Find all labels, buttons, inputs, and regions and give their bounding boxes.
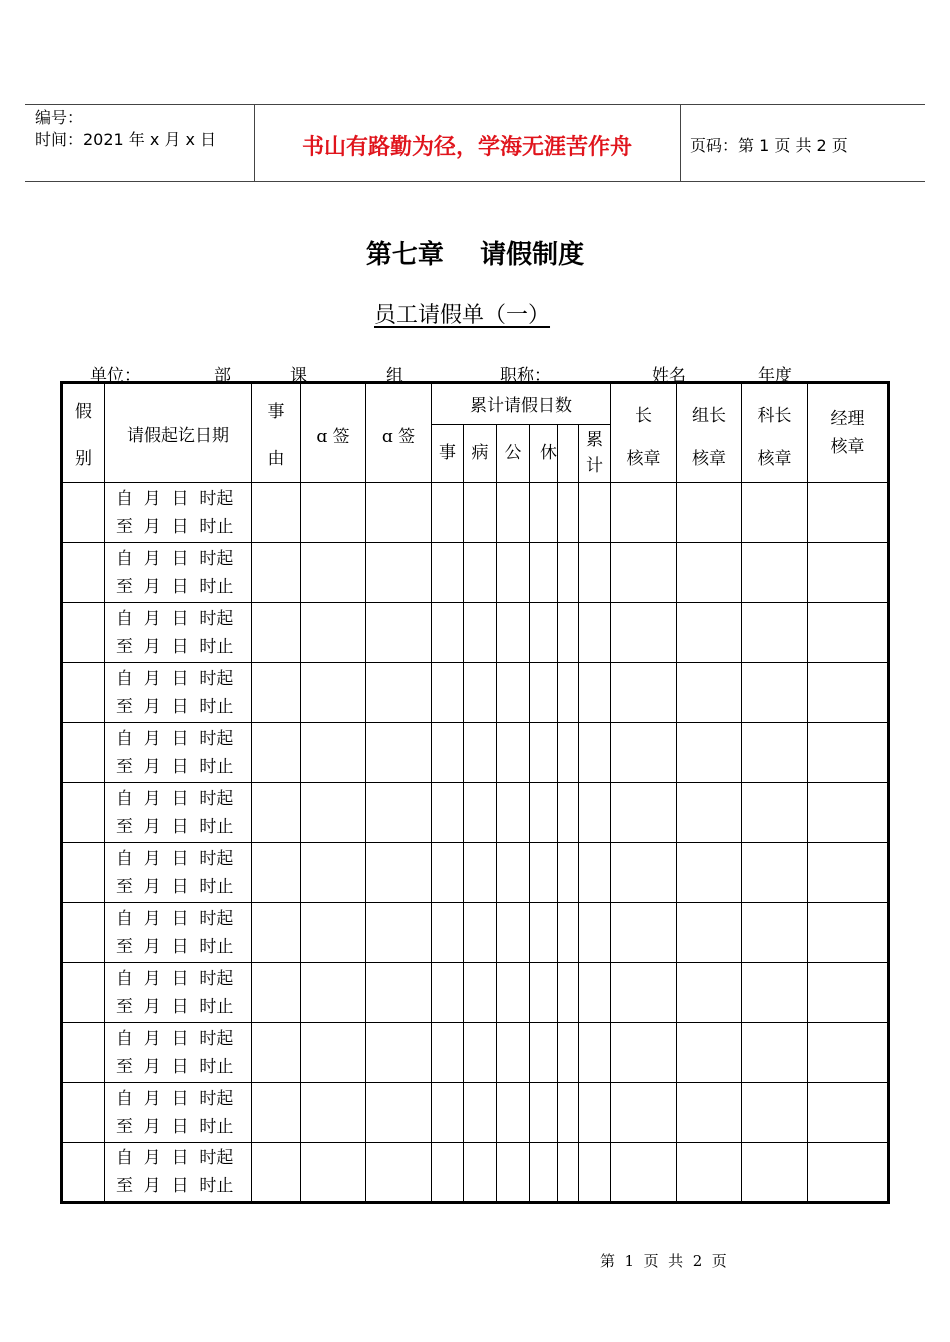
table-row: [62, 483, 889, 543]
form-cell[interactable]: [252, 543, 301, 603]
form-cell[interactable]: [62, 963, 105, 1023]
date-from-text: 自 月 日 时起: [116, 728, 234, 749]
form-cell[interactable]: [579, 1083, 611, 1143]
form-cell[interactable]: [62, 1143, 105, 1203]
form-cell[interactable]: [252, 1143, 301, 1203]
form-cell[interactable]: [530, 663, 558, 723]
form-cell[interactable]: [677, 903, 742, 963]
form-cell[interactable]: [558, 1143, 579, 1203]
table-row: [62, 783, 889, 843]
chapter-title: 第七章 请假制度: [365, 240, 585, 270]
form-cell[interactable]: [808, 843, 889, 903]
form-cell[interactable]: [301, 843, 366, 903]
date-to-text: 至 月 日 时止: [116, 936, 234, 957]
form-cell[interactable]: [497, 723, 530, 783]
form-cell[interactable]: [611, 663, 677, 723]
form-cell[interactable]: [252, 843, 301, 903]
form-cell[interactable]: [558, 603, 579, 663]
form-cell[interactable]: [677, 963, 742, 1023]
document-time: 时间：2021 年 x 月 x 日: [35, 130, 217, 149]
form-cell[interactable]: [530, 1023, 558, 1083]
form-cell[interactable]: [432, 1023, 464, 1083]
form-cell[interactable]: [497, 903, 530, 963]
form-cell[interactable]: [808, 1023, 889, 1083]
header-page-info: 页码：第 1 页 共 2 页: [690, 136, 848, 155]
form-cell[interactable]: [742, 603, 808, 663]
form-cell[interactable]: [808, 543, 889, 603]
date-to-text: 至 月 日 时止: [116, 696, 234, 717]
form-cell[interactable]: [677, 1023, 742, 1083]
header-motto: 书山有路勤为径，学海无涯苦作舟: [301, 135, 632, 160]
date-to-text: 至 月 日 时止: [116, 1176, 234, 1196]
group-leader-stamp-header: 组长 核章: [677, 383, 742, 483]
form-cell[interactable]: [742, 723, 808, 783]
date-from-text: 自 月 日 时起: [116, 1028, 234, 1049]
section-chief-stamp-header: 科长 核章: [742, 383, 808, 483]
form-cell[interactable]: [464, 903, 497, 963]
info-position-label: 职称：: [500, 366, 551, 386]
form-cell[interactable]: [579, 483, 611, 543]
form-cell[interactable]: [497, 783, 530, 843]
form-cell[interactable]: [366, 1083, 432, 1143]
cumulative-days-header: 累计请假日数: [432, 383, 611, 425]
form-cell[interactable]: [62, 483, 105, 543]
signature-header-2: ɑ 签: [366, 383, 432, 483]
form-cell[interactable]: [252, 483, 301, 543]
form-cell[interactable]: [464, 963, 497, 1023]
form-cell[interactable]: [808, 963, 889, 1023]
header-divider-right: [680, 104, 681, 181]
form-cell[interactable]: [432, 483, 464, 543]
date-to-text: 至 月 日 时止: [116, 876, 234, 897]
form-cell[interactable]: [558, 843, 579, 903]
form-cell[interactable]: [530, 903, 558, 963]
form-cell[interactable]: [579, 963, 611, 1023]
date-from-text: 自 月 日 时起: [116, 848, 234, 869]
form-cell[interactable]: [558, 783, 579, 843]
date-from-text: 自 月 日 时起: [116, 668, 234, 689]
form-cell[interactable]: [558, 483, 579, 543]
info-group-label: 组: [386, 366, 403, 386]
form-cell[interactable]: [366, 483, 432, 543]
table-row: [62, 723, 889, 783]
form-cell[interactable]: [432, 1083, 464, 1143]
form-cell[interactable]: [366, 1143, 432, 1203]
form-cell[interactable]: [579, 603, 611, 663]
form-cell[interactable]: [62, 543, 105, 603]
table-row: [62, 543, 889, 603]
form-cell[interactable]: [530, 603, 558, 663]
form-cell[interactable]: [464, 543, 497, 603]
header-row-1: [62, 383, 889, 425]
table-row: [62, 603, 889, 663]
table-row: [62, 843, 889, 903]
form-cell[interactable]: [579, 843, 611, 903]
date-from-text: 自 月 日 时起: [116, 968, 234, 989]
form-cell[interactable]: [808, 1083, 889, 1143]
form-cell[interactable]: [366, 723, 432, 783]
form-cell[interactable]: [742, 1083, 808, 1143]
header-meta: [35, 107, 216, 151]
form-cell[interactable]: [558, 1023, 579, 1083]
info-year-label: 年度: [758, 366, 792, 386]
form-cell[interactable]: [579, 1023, 611, 1083]
page-footer: 第 1 页 共 2 页: [600, 1252, 727, 1270]
form-cell[interactable]: [464, 1083, 497, 1143]
form-cell[interactable]: [497, 963, 530, 1023]
form-cell[interactable]: [464, 723, 497, 783]
date-range-cell[interactable]: [105, 723, 252, 783]
form-cell[interactable]: [366, 543, 432, 603]
form-cell[interactable]: [252, 1023, 301, 1083]
form-title: 员工请假单（一）: [374, 303, 551, 328]
form-cell[interactable]: [301, 783, 366, 843]
form-cell[interactable]: [497, 543, 530, 603]
form-cell[interactable]: [62, 903, 105, 963]
date-from-text: 自 月 日 时起: [116, 1148, 234, 1168]
form-cell[interactable]: [432, 843, 464, 903]
form-cell[interactable]: [677, 603, 742, 663]
form-cell[interactable]: [366, 903, 432, 963]
table-row: [62, 1023, 889, 1083]
date-range-cell[interactable]: [105, 663, 252, 723]
form-cell[interactable]: [742, 963, 808, 1023]
table-row: [62, 663, 889, 723]
form-cell[interactable]: [464, 1143, 497, 1203]
form-cell[interactable]: [611, 483, 677, 543]
form-cell[interactable]: [432, 1143, 464, 1203]
form-cell[interactable]: [558, 903, 579, 963]
manager-stamp-header: 经理 核章: [808, 383, 889, 483]
form-cell[interactable]: [432, 663, 464, 723]
form-cell[interactable]: [497, 1023, 530, 1083]
form-cell[interactable]: [808, 783, 889, 843]
form-cell[interactable]: [301, 903, 366, 963]
form-cell[interactable]: [62, 723, 105, 783]
form-cell[interactable]: [252, 663, 301, 723]
form-cell[interactable]: [62, 1023, 105, 1083]
form-cell[interactable]: [432, 603, 464, 663]
form-cell[interactable]: [611, 1083, 677, 1143]
form-cell[interactable]: [742, 663, 808, 723]
form-cell[interactable]: [464, 1023, 497, 1083]
form-cell[interactable]: [497, 1143, 530, 1203]
form-cell[interactable]: [611, 1023, 677, 1083]
form-cell[interactable]: [530, 1143, 558, 1203]
date-to-text: 至 月 日 时止: [116, 1056, 234, 1077]
signature-header-1: ɑ 签: [301, 383, 366, 483]
form-cell[interactable]: [611, 723, 677, 783]
form-cell[interactable]: [301, 663, 366, 723]
form-cell[interactable]: [62, 783, 105, 843]
date-to-text: 至 月 日 时止: [116, 756, 234, 777]
form-cell[interactable]: [530, 783, 558, 843]
date-to-text: 至 月 日 时止: [116, 816, 234, 837]
form-cell[interactable]: [677, 543, 742, 603]
blank-leave-header: [558, 424, 579, 482]
form-cell[interactable]: [366, 603, 432, 663]
form-cell[interactable]: [366, 783, 432, 843]
date-to-text: 至 月 日 时止: [116, 636, 234, 657]
form-cell[interactable]: [366, 843, 432, 903]
form-cell[interactable]: [742, 1023, 808, 1083]
form-cell[interactable]: [366, 1023, 432, 1083]
form-cell[interactable]: [252, 783, 301, 843]
date-from-text: 自 月 日 时起: [116, 1088, 234, 1109]
form-cell[interactable]: [579, 663, 611, 723]
info-section-label: 课: [290, 366, 307, 386]
form-cell[interactable]: [432, 723, 464, 783]
form-cell[interactable]: [530, 963, 558, 1023]
date-from-text: 自 月 日 时起: [116, 488, 234, 509]
form-cell[interactable]: [808, 1143, 889, 1203]
date-to-text: 至 月 日 时止: [116, 1116, 234, 1137]
form-cell[interactable]: [742, 783, 808, 843]
form-cell[interactable]: [432, 543, 464, 603]
form-cell[interactable]: [530, 543, 558, 603]
form-cell[interactable]: [252, 903, 301, 963]
form-cell[interactable]: [432, 903, 464, 963]
table-row: [62, 1143, 889, 1203]
date-range-cell[interactable]: [105, 603, 252, 663]
form-cell[interactable]: [301, 1083, 366, 1143]
reason-header: 事 由: [252, 383, 301, 483]
form-cell[interactable]: [808, 663, 889, 723]
form-cell[interactable]: [677, 843, 742, 903]
form-cell[interactable]: [301, 543, 366, 603]
form-cell[interactable]: [530, 843, 558, 903]
leave-form-table: [60, 381, 890, 1204]
form-cell[interactable]: [677, 1083, 742, 1143]
form-cell[interactable]: [530, 723, 558, 783]
form-cell[interactable]: [742, 903, 808, 963]
form-cell[interactable]: [808, 603, 889, 663]
form-cell[interactable]: [464, 483, 497, 543]
form-cell[interactable]: [301, 1143, 366, 1203]
form-cell[interactable]: [742, 843, 808, 903]
form-cell[interactable]: [611, 543, 677, 603]
form-cell[interactable]: [464, 843, 497, 903]
sick-leave-header: 病: [464, 424, 497, 482]
form-cell[interactable]: [432, 963, 464, 1023]
form-cell[interactable]: [301, 483, 366, 543]
form-cell[interactable]: [808, 723, 889, 783]
form-cell[interactable]: [252, 963, 301, 1023]
document-number: 编号：: [35, 108, 84, 127]
header-top-rule: [25, 104, 925, 105]
form-cell[interactable]: [558, 663, 579, 723]
table-row: [62, 963, 889, 1023]
form-cell[interactable]: [677, 663, 742, 723]
rest-leave-header: 休: [530, 424, 558, 482]
date-range-header: 请假起讫日期: [105, 383, 252, 483]
form-cell[interactable]: [742, 483, 808, 543]
form-cell[interactable]: [464, 783, 497, 843]
date-range-cell[interactable]: [105, 843, 252, 903]
form-cell[interactable]: [611, 1143, 677, 1203]
form-cell[interactable]: [558, 543, 579, 603]
date-from-text: 自 月 日 时起: [116, 908, 234, 929]
form-cell[interactable]: [558, 963, 579, 1023]
date-range-cell[interactable]: [105, 1023, 252, 1083]
form-cell[interactable]: [497, 483, 530, 543]
form-cell[interactable]: [252, 723, 301, 783]
date-to-text: 至 月 日 时止: [116, 516, 234, 537]
info-name-label: 姓名: [652, 366, 686, 386]
form-cell[interactable]: [579, 783, 611, 843]
form-cell[interactable]: [611, 843, 677, 903]
form-cell[interactable]: [301, 603, 366, 663]
form-cell[interactable]: [497, 663, 530, 723]
form-cell[interactable]: [432, 783, 464, 843]
form-cell[interactable]: [611, 783, 677, 843]
form-cell[interactable]: [62, 843, 105, 903]
date-range-cell[interactable]: [105, 783, 252, 843]
form-cell[interactable]: [252, 1083, 301, 1143]
date-range-cell[interactable]: [105, 543, 252, 603]
form-cell[interactable]: [611, 903, 677, 963]
form-cell[interactable]: [579, 903, 611, 963]
form-cell[interactable]: [808, 903, 889, 963]
info-unit-label: 单位：: [90, 366, 141, 386]
form-cell[interactable]: [677, 723, 742, 783]
date-from-text: 自 月 日 时起: [116, 548, 234, 569]
form-cell[interactable]: [62, 603, 105, 663]
date-range-cell[interactable]: [105, 483, 252, 543]
form-cell[interactable]: [252, 603, 301, 663]
leave-type-header: 假 别: [62, 383, 105, 483]
table-row: [62, 1083, 889, 1143]
form-cell[interactable]: [464, 663, 497, 723]
date-to-text: 至 月 日 时止: [116, 576, 234, 597]
form-cell[interactable]: [579, 723, 611, 783]
form-cell[interactable]: [497, 1083, 530, 1143]
form-cell[interactable]: [497, 843, 530, 903]
form-cell[interactable]: [558, 1083, 579, 1143]
form-cell[interactable]: [301, 963, 366, 1023]
header-bottom-rule: [25, 181, 925, 182]
form-cell[interactable]: [62, 1083, 105, 1143]
chief-stamp-header: 长 核章: [611, 383, 677, 483]
form-cell[interactable]: [301, 1023, 366, 1083]
form-cell[interactable]: [742, 543, 808, 603]
form-cell[interactable]: [742, 1143, 808, 1203]
personal-leave-header: 事: [432, 424, 464, 482]
date-range-cell[interactable]: [105, 963, 252, 1023]
form-cell[interactable]: [366, 963, 432, 1023]
table-row: [62, 903, 889, 963]
form-cell[interactable]: [677, 783, 742, 843]
date-to-text: 至 月 日 时止: [116, 996, 234, 1017]
form-cell[interactable]: [301, 723, 366, 783]
form-cell[interactable]: [530, 483, 558, 543]
form-cell[interactable]: [808, 483, 889, 543]
form-cell[interactable]: [579, 1143, 611, 1203]
date-from-text: 自 月 日 时起: [116, 608, 234, 629]
info-dept-label: 部: [214, 366, 231, 386]
form-cell[interactable]: [62, 663, 105, 723]
date-range-cell[interactable]: [105, 1143, 252, 1203]
date-range-cell[interactable]: [105, 1083, 252, 1143]
form-cell[interactable]: [611, 963, 677, 1023]
form-cell[interactable]: [497, 603, 530, 663]
form-cell[interactable]: [464, 603, 497, 663]
total-leave-header: 累 计: [579, 424, 611, 482]
date-range-cell[interactable]: [105, 903, 252, 963]
form-cell[interactable]: [611, 603, 677, 663]
form-cell[interactable]: [366, 663, 432, 723]
official-leave-header: 公: [497, 424, 530, 482]
date-from-text: 自 月 日 时起: [116, 788, 234, 809]
form-cell[interactable]: [530, 1083, 558, 1143]
form-cell[interactable]: [677, 1143, 742, 1203]
form-cell[interactable]: [558, 723, 579, 783]
form-cell[interactable]: [677, 483, 742, 543]
form-cell[interactable]: [579, 543, 611, 603]
